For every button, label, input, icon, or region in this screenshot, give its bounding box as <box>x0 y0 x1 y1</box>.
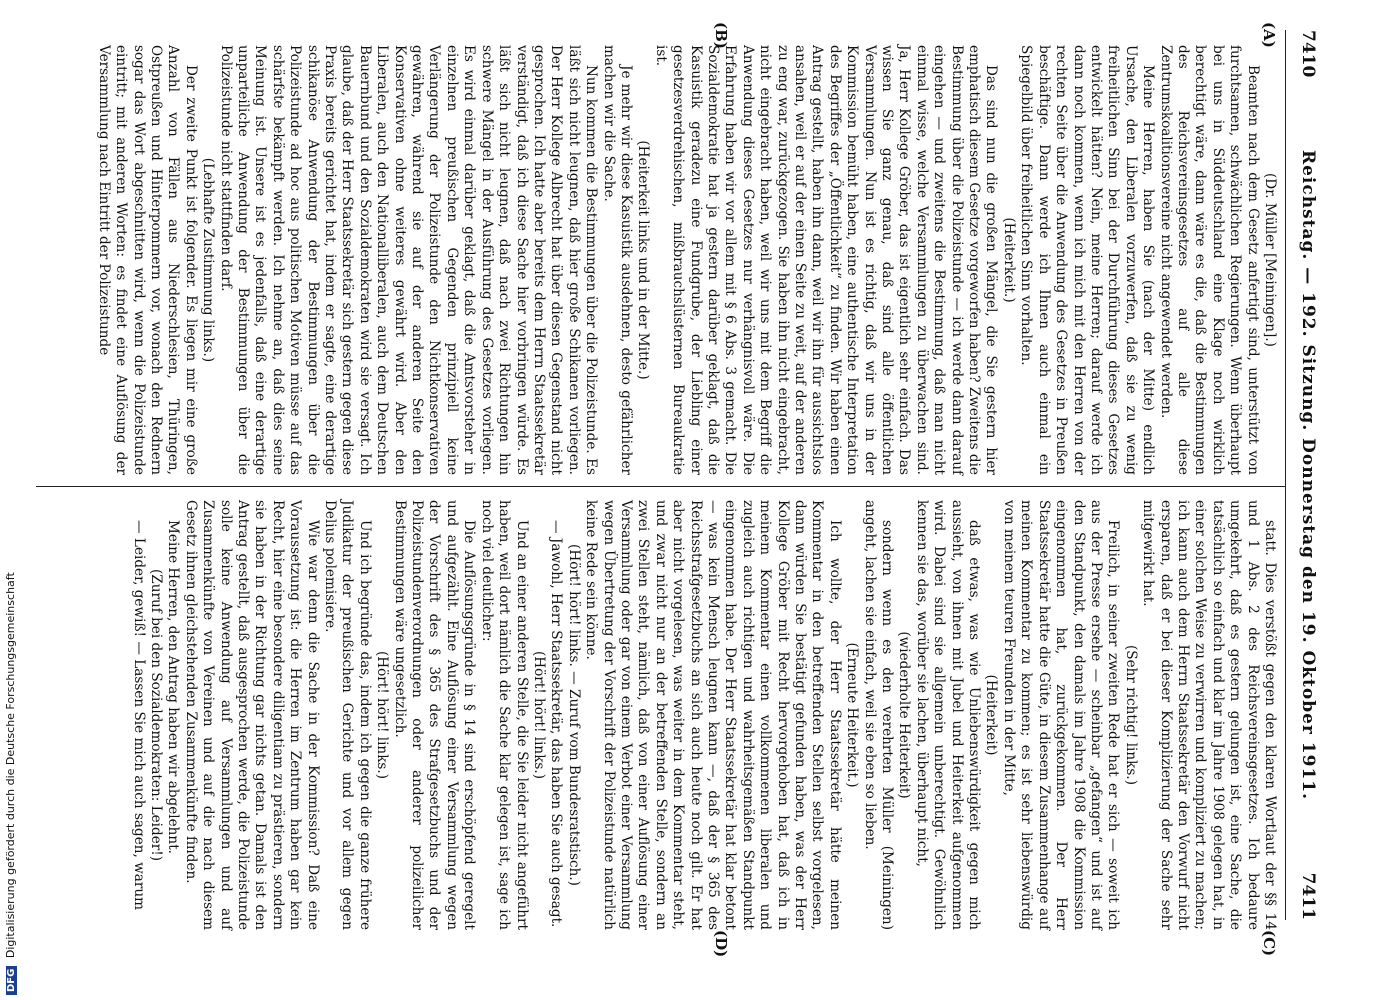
credit-text: Digitalisierung gefördert durch die Deutsche Forschungsgemeinschaft <box>4 572 17 959</box>
running-title: Reichstag. — 192. Sitzung. Donnerstag den 19. Oktober 1911. <box>1298 149 1318 801</box>
paragraph: — Leider, gewiß! — Lassen Sie mich auch sagen, warum <box>130 520 147 911</box>
digitization-credit <box>4 572 17 995</box>
paragraph: Der zweite Punkt ist folgender. Es liegen mir eine große Anzahl von Fällen aus Niederschlesien, Thüringen, Ostpreußen und Hinterpommern vor, wonach den Rednern sogar das Wort abgeschnitten wird, wenn die Polizeistunde eintritt; mit anderen Worten: es findet eine Auflösung der Versammlung nach Eintritt der Polizeistunde <box>95 45 199 475</box>
interjection: (Hört! hört! links.) <box>530 650 547 780</box>
paragraph: Ich wollte, der Herr Staatssekretär hätte meinen Kommentar in den betreffenden Stellen selbst vorgelesen, dann würden Sie bestätigt gefunden haben, was der Herr Kollege Gröber mit Recht hervorgehoben hat, daß ich in meinem Kommentar einen vollkommenen liberalen und zugleich auch richtigen und wahrheitsgemäßen Standpunkt eingenommen habe. Der Herr Staatssekretär hat klar betont — was kein Mensch leugnen kann —, daß der § 365 des Reichsstrafgesetzbuchs an sich auch heute noch gilt. Er hat aber nicht vorgelesen, was weiter in dem Kommentar steht, und zwar nicht nur an der betreffenden Stelle, sondern an zwei Stellen steht, nämlich, daß von einer Auflösung einer Versammlung oder gar von einem Verbot einer Versammlung wegen Übertretung der Vorschrift der Polizeistunde natürlich keine Rede sein könne. <box>583 500 843 930</box>
paragraph: statt. Dies verstößt gegen den klaren Wortlaut der §§ 14 und 1 Abs. 2 des Reichsvereinsgesetzes. Ich bedaure umgekehrt, daß es gestern gelungen ist, eine Sache, die tatsächlich so einfach und klar im Jahre 1908 gelegen hat, in einer solchen Weise zu verwirren und kompliziert zu machen; ich kann auch dem Herrn Staatssekretär den Vorwurf nicht ersparen, daß er bei dieser Komplizierung der Sache sehr mitgewirkt hat. <box>1140 500 1278 930</box>
interjection: (Zuruf bei den Sozialdemokraten: Leider!) <box>148 568 164 862</box>
interjection: (Hört! hört! links.) <box>374 650 391 780</box>
paragraph: sondern wenn es den verehrten Müller (Meiningen) angeht, lachen sie einfach, weil sie eben so lieben. <box>861 500 896 930</box>
paragraph: Die Auflösungsgründe in § 14 sind erschöpfend geregelt und aufgezählt. Eine Auflösung einer Versammlung wegen der Vorschrift des § 365 des Strafgesetzbuchs und der Polizeistundenverordnungen oder anderer polizeilicher Bestimmungen wäre ungesetzlich. <box>391 500 478 930</box>
page-number-right: 7411 <box>1298 872 1318 920</box>
interjection: (Heiterkeit) <box>983 674 1000 756</box>
paragraph: Meine Herren, den Antrag haben wir abgelehnt. <box>165 520 182 854</box>
interjection: (Hört! hört! links. — Zuruf vom Bundesratstisch.) <box>565 544 582 886</box>
paragraph: Freilich, in seiner zweiten Rede hat er sich — soweit ich aus der Presse ersehe — scheinbar „gefangen“ und ist auf den Standpunkt, den damals im Jahre 1908 die Kommission eingenommen hat, zurückgekommen. Der Herr Staatssekretär hatte die Güte, in diesem Zusammenhange auf meinen Kommentar zu kommen; es ist sehr liebenswürdig von meinem teuren Freunden in der Mitte, <box>1000 500 1122 930</box>
margin-mark-a: (A) <box>1260 22 1278 48</box>
paragraph: Das sind nun die großen Mängel, die Sie gestern hier emphatisch diesem Gesetze vorgeworfen haben? Zweitens die Bestimmung über die Polizeistunde — ich werde dann darauf eingehen — und zweitens die Bestimmung, daß man nicht einmal wisse, welche Versammlungen zu überwachen sind. Ja, Herr Kollege Gröber, das ist eigentlich sehr einfach. Das wissen Sie ganz genau, daß sind alle öffentlichen Versammlungen. Nun ist es richtig, daß wir uns in der Kommission bemüht haben, eine authentische Interpretation des Begriffes der „Öffentlichkeit“ zu finden. Wir haben einen Antrag gestellt, haben ihn dann, weil wir ihn für aussichtslos ansahen, weil er auf der einen Seite zu weit, auf der anderen zu eng war, zurückgezogen. Sie haben ihn nicht eingebracht, nicht eingebracht haben, weil wir uns mit dem Begriff die Anwendung dieses Gesetzes nur verhängnisvoll wäre. Die Erfahrung haben wir vor allem mit § 6 Abs. 3 gemacht. Die Sozialdemokratie hat ja gestern darüber geklagt, daß die Kasuistik geradezu eine Fundgrube, der Liebling einer gesetzesverdrehischen, mißbrauchslüsternen Bureaukratie ist. <box>652 45 1000 475</box>
paragraph: daß etwas, was wie Unliebenswürdigkeit gegen mich aussieht, von ihnen mit Jubel und Heiterkeit aufgenommen wird. Dabei sind sie allgemein unberechtigt. Gewöhnlich kennen sie das, worüber sie lachen, überhaupt nicht, <box>913 500 983 930</box>
page-header <box>1292 30 1322 920</box>
dfg-logo: DFG <box>6 966 17 995</box>
left-text-column <box>94 45 1278 475</box>
interjection: (wiederholte Heiterkeit) <box>896 631 913 799</box>
paragraph: Meine Herren, haben Sie (nach der Mitte) endlich Ursache, den Liberalen vorzuwerfen, daß sie zu wenig freiheitlichen Sinn bei der Durchführung dieses Gesetzes entwickelt hätten? Nein, meine Herren; darauf werde ich dann noch kommen, wenn ich mich mit den Herren von der rechten Seite über die Anwendung des Gesetzes in Preußen beschäftige. Dann werde ich Ihnen auch einmal ein Spiegelbild über freiheitlichen Sinn vorhalten. <box>1018 45 1157 475</box>
paragraph: — Jawohl, Herr Staatssekretär, das haben Sie auch gesagt. <box>548 520 565 928</box>
margin-mark-b: (B) <box>712 22 730 49</box>
right-text-column <box>129 500 1278 930</box>
interjection: (Erneute Heiterkeit.) <box>844 642 861 788</box>
interjection: (Lebhafte Zustimmung links.) <box>200 157 217 363</box>
header-rule <box>1285 30 1286 920</box>
margin-mark-d: (D) <box>712 930 730 958</box>
interjection: (Heiterkeit.) <box>1000 217 1017 303</box>
interjection: (Heiterkeit links und in der Mitte.) <box>635 140 652 380</box>
column-divider <box>36 486 1286 487</box>
margin-mark-c: (C) <box>1260 930 1278 957</box>
paragraph: Wie war denn die Sache in der Kommission? Daß eine Voraussetzung ist: die Herren im Zentrum haben gar kein Recht, hier eine besondere diligentiam zu prästieren, sondern sie haben in der Richtung gar nichts getan. Damals ist den Antrag gestellt, daß ausgesprochen werde, die Polizeistunde solle keine Anwendung auf Versammlungen und auf Zusammenkünfte von Vereinen und auf die nach diesem Gesetz ihnen gleichstehenden Zusammenkünfte finden. <box>182 500 321 930</box>
paragraph: Je mehr wir diese Kasuistik ausdehnen, desto gefährlicher machen wir die Sache. <box>600 45 634 475</box>
interjection: (Sehr richtig! links.) <box>1122 644 1139 786</box>
paragraph: Nun kommen die Bestimmungen über die Polizeistunde. Es läßt sich nicht leugnen, daß hier große Schikanen vorliegen. Der Herr Kollege Albrecht hat über diesen Gegenstand nicht gesprochen. Ich hatte aber bereits dem Herrn Staatssekretär verständigt, daß ich diese Sache hier vorbringen würde. Es läßt sich nicht leugnen, daß nach zwei Richtungen hin schwere Mängel in der Ausführung des Gesetzes vorliegen. Es wird einmal darüber geklagt, daß die Amtsvorsteher in einzelnen preußischen Gegenden prinzipiell keine Verlängerung der Polizeistunde den Nichtkonservativen gewähren, während sie auf der anderen Seite den Konservativen ohne weiteres gewährt wird. Aber den Liberalen, auch den Nationalliberalen, auch dem Deutschen Bauernbund und den Sozialdemokraten wird sie versagt. Ich glaube, daß der Herr Staatssekretär sich gestern gegen diese Praxis bereits gerichtet hat, indem er sagte, eine derartige schikanöse Anwendung der Bestimmungen über die Polizeistunde ad hoc aus politischen Motiven müsse auf das schärfste bekämpft werden. Ich nehme an, daß dies seine Meinung ist. Unsere ist es jedenfalls, daß eine derartige unparteiliche Anwendung der Bestimmungen über die Polizeistunde nicht stattfinden darf. <box>217 45 600 475</box>
page-number-left: 7410 <box>1298 30 1318 78</box>
paragraph: Und ich begründe das, indem ich gegen die ganze frühere Judikatur der preußischen Gerichte und vor allem gegen Delius polemisiere. <box>322 500 373 930</box>
interjection: (Dr. Müller [Meiningen].) <box>1262 173 1278 347</box>
paragraph: Beamten nach dem Gesetz anfertigt sind, unterstützt von furchtsamen, schwächlichen Regierungen. Wenn überhaupt bei uns in Süddeutschland eine Klage noch wirklich berechtigt wäre, dann wäre es die, daß die Bestimmungen des Reichsvereinsgesetzes auf alle diese Zentrumskoalitionsvereine nicht angewendet werden. <box>1157 45 1261 475</box>
paragraph: Und an einer anderen Stelle, die Sie leider nicht angeführt haben, weil dort nämlich die Sache klar gelegen ist, sage ich noch viel deutlicher: <box>478 500 530 930</box>
